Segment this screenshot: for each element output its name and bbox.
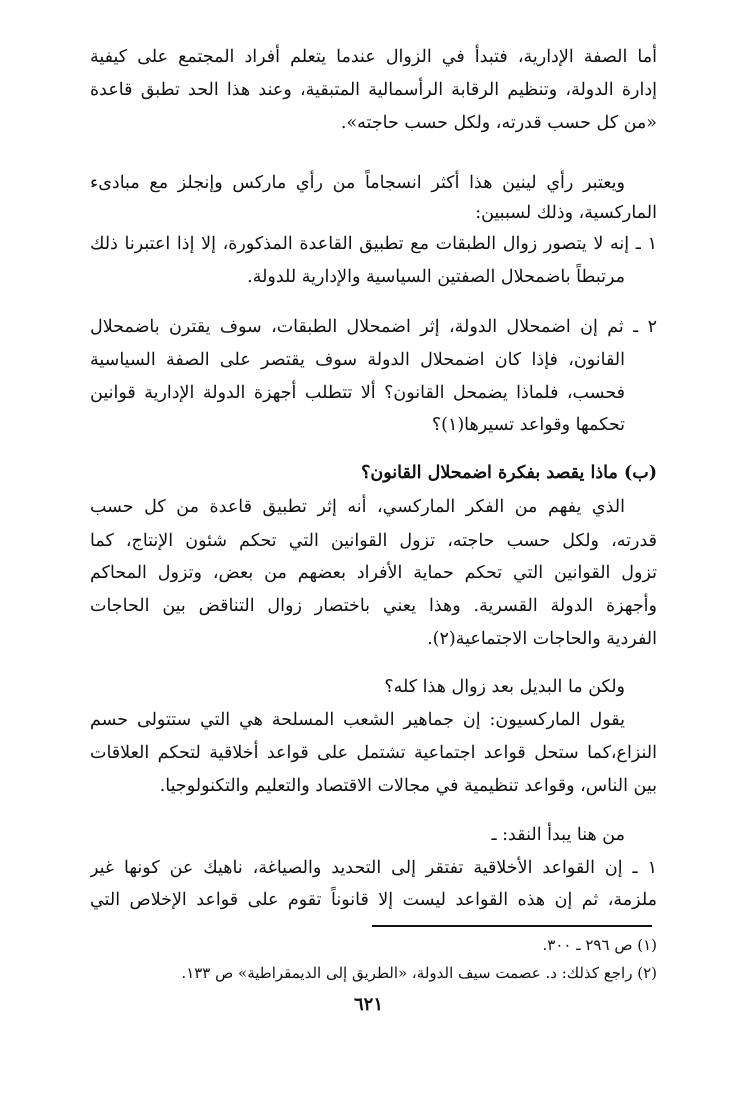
text-line: من هنا يبدأ النقد: ـ bbox=[491, 825, 625, 845]
text-line: إدارة الدولة، وتنظيم الرقابة الرأسمالية المتبقية، وعند هذا الحد تطبق قاعدة bbox=[90, 80, 657, 100]
text-line: ١ ـ إنه لا يتصور زوال الطبقات مع تطبيق القاعدة المذكورة، إلا إذا اعتبرنا ذلك bbox=[90, 234, 657, 254]
text-line: القانون، فإذا كان اضمحلال الدولة سوف يقتصر على الصفة السياسية bbox=[90, 350, 625, 370]
text-line: الفردية والحاجات الاجتماعية(٢). bbox=[427, 629, 657, 649]
text-line: فحسب، فلماذا يضمحل القانون؟ ألا تتطلب أجهزة الدولة الإدارية قوانين bbox=[90, 383, 625, 403]
text-line: مرتبطاً باضمحلال الصفتين السياسية والإدارية للدولة. bbox=[247, 267, 625, 287]
footnote: (٢) راجع كذلك: د. عصمت سيف الدولة، «الطريق إلى الديمقراطية» ص ١٣٣. bbox=[181, 964, 657, 982]
text-line: تزول القوانين التي تحكم حماية الأفراد بعضهم من بعض، وتزول المحاكم bbox=[90, 563, 657, 583]
text-line: بين الناس، وقواعد تنظيمية في مجالات الاقتصاد والتعليم والتكنولوجيا. bbox=[159, 776, 657, 796]
text-line: وأجهزة الدولة القسرية. وهذا يعني باختصار زوال التناقض بين الحاجات bbox=[90, 596, 657, 616]
page-number: ٦٢١ bbox=[353, 994, 383, 1015]
text-line: يقول الماركسيون: إن جماهير الشعب المسلحة هي التي ستتولى حسم bbox=[90, 710, 625, 730]
text-line: الذي يفهم من الفكر الماركسي، أنه إثر تطبيق قاعدة من كل حسب bbox=[90, 497, 625, 517]
footnote: (١) ص ٢٩٦ ـ ٣٠٠. bbox=[542, 936, 657, 954]
text-line: الماركسية، وذلك لسببين: bbox=[475, 203, 657, 223]
text-line: ملزمة، ثم إن هذه القواعد ليست إلا قانوناً تقوم على قواعد الإخلاص التي bbox=[90, 890, 657, 910]
text-line: «من كل حسب قدرته، ولكل حسب حاجته». bbox=[340, 113, 657, 133]
text-line: تحكمها وقواعد تسيرها(١)؟ bbox=[431, 415, 625, 435]
text-line: ولكن ما البديل بعد زوال هذا كله؟ bbox=[384, 677, 625, 697]
section-heading: (ب) ماذا يقصد بفكرة اضمحلال القانون؟ bbox=[361, 463, 657, 483]
text-line: أما الصفة الإدارية، فتبدأ في الزوال عندما يتعلم أفراد المجتمع على كيفية bbox=[90, 47, 657, 67]
text-line: ٢ ـ ثم إن اضمحلال الدولة، إثر اضمحلال الطبقات، سوف يقترن باضمحلال bbox=[90, 317, 657, 337]
text-line: النزاع،كما ستحل قواعد اجتماعية تشتمل على قواعد أخلاقية لتحكم العلاقات bbox=[90, 743, 657, 763]
footnote-separator bbox=[372, 925, 652, 927]
text-line: ويعتبر رأي لينين هذا أكثر انسجاماً من رأي ماركس وإنجلز مع مبادىء bbox=[90, 173, 625, 193]
text-line: ١ ـ إن القواعد الأخلاقية تفتقر إلى التحديد والصياغة، ناهيك عن كونها غير bbox=[90, 858, 657, 878]
text-line: قدرته، ولكل حسب حاجته، تزول القوانين التي تحكم شئون الإنتاج، كما bbox=[90, 531, 657, 551]
